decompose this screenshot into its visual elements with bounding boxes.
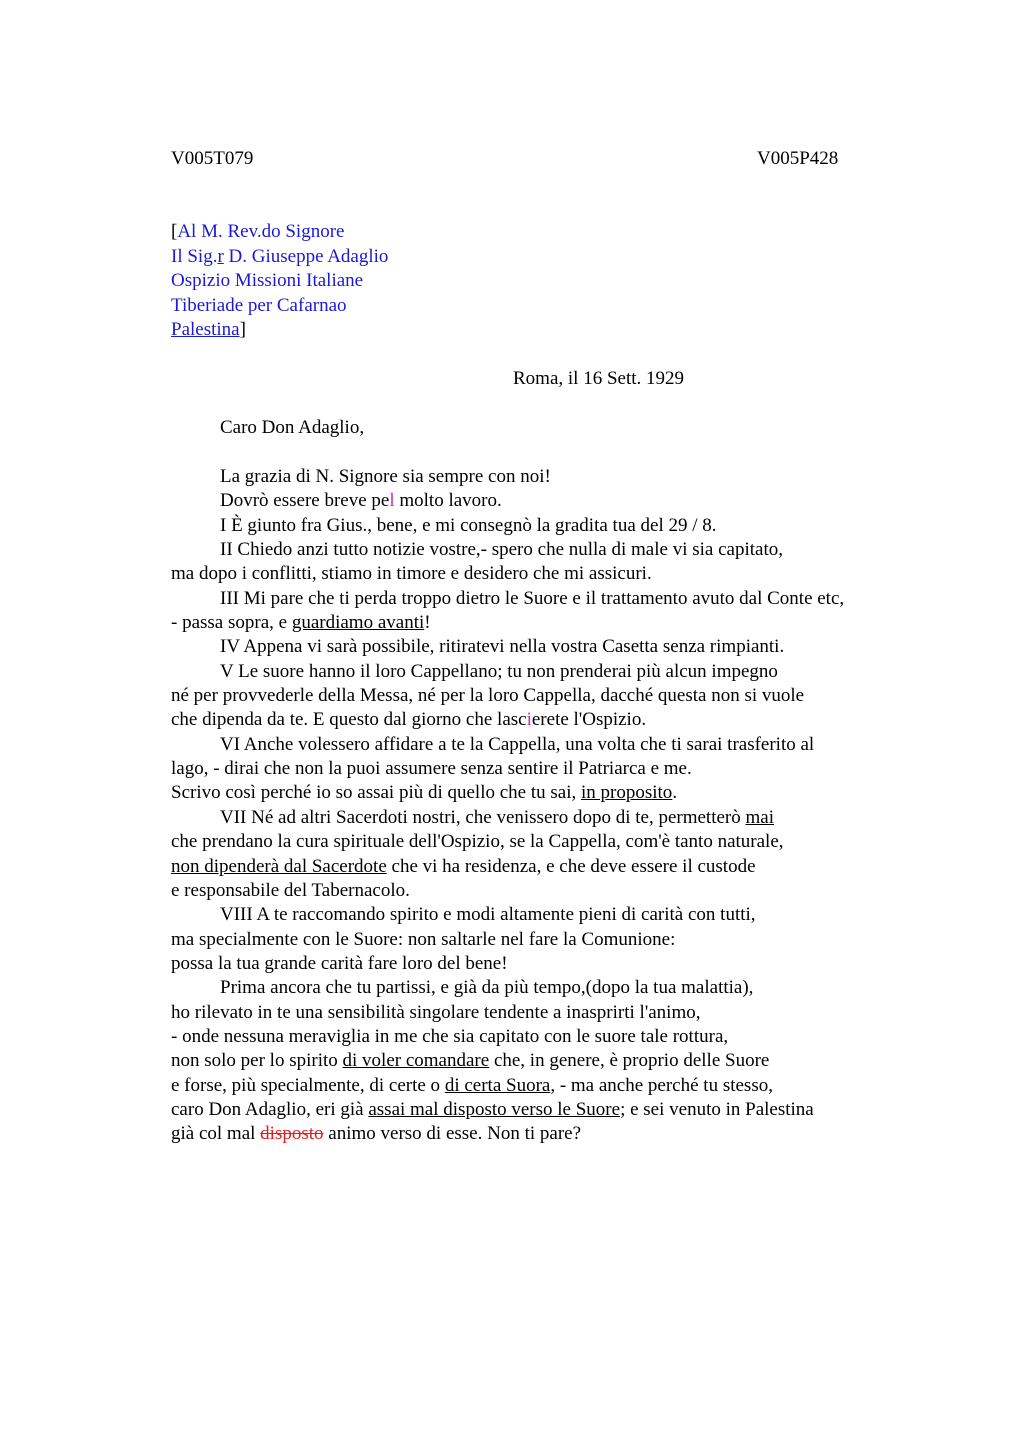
address-line-1 (171, 220, 388, 245)
document-id-right: V005P428 (757, 148, 839, 169)
bracket-open: [ (171, 221, 178, 242)
underlined-text: non dipenderà dal Sacerdote (171, 855, 387, 877)
underlined-text: guardiamo avanti (291, 612, 425, 634)
address-line-3: Ospizio Missioni Italiane (171, 270, 364, 291)
body-line: - onde nessuna meraviglia in me che sia capitato con le suore tale rottura, (171, 1025, 729, 1047)
body-line: Prima ancora che tu partissi, e già da più tempo,(dopo la tua malattia), (220, 977, 754, 999)
body-line: che dipenda da te. E questo dal giorno che lascierete l'Ospizio. (171, 709, 647, 731)
address-line-2: Il Sig.r D. Giuseppe Adaglio (171, 245, 389, 267)
underlined-text: in proposito (581, 782, 673, 804)
body-line: Dovrò essere breve pel molto lavoro. (220, 490, 502, 512)
body-line: già col mal disposto animo verso di esse. Non ti pare? (171, 1123, 582, 1145)
body-line: che prendano la cura spirituale dell'Ospizio, se la Cappella, com'è tanto naturale, (171, 831, 784, 853)
correction-letter: i (526, 709, 532, 731)
correction-letter: l (389, 490, 395, 512)
address-recipient-title: Al M. Rev.do Signore (177, 221, 345, 242)
body-line-point-4: IV Appena vi sarà possibile, ritiratevi nella vostra Casetta senza rimpianti. (220, 636, 785, 658)
body-line: non dipenderà dal Sacerdote che vi ha residenza, e che deve essere il custode (171, 855, 756, 877)
body-line: caro Don Adaglio, eri già assai mal disposto verso le Suore; e sei venuto in Palestina (171, 1098, 814, 1120)
address-block (171, 220, 388, 343)
body-line-point-6: VI Anche volessero affidare a te la Cappella, una volta che ti sarai trasferito al (220, 733, 815, 755)
underlined-text: di voler comandare (342, 1050, 490, 1072)
letter-date: Roma, il 16 Sett. 1929 (513, 368, 684, 389)
body-line: ma specialmente con le Suore: non saltarle nel fare la Comunione: (171, 928, 676, 950)
body-line-point-2: II Chiedo anzi tutto notizie vostre,- spero che nulla di male vi sia capitato, (220, 539, 783, 561)
body-line: lago, - dirai che non la puoi assumere senza sentire il Patriarca e me. (171, 758, 692, 780)
body-line: ho rilevato in te una sensibilità singolare tendente a inasprirti l'animo, (171, 1001, 701, 1023)
body-line: e responsabile del Tabernacolo. (171, 879, 410, 901)
address-line-4: Tiberiade per Cafarnao (171, 294, 347, 316)
body-line: né per provvederle della Messa, né per la loro Cappella, dacché questa non si vuole (171, 685, 805, 707)
address-line-5 (171, 318, 388, 343)
underlined-text: mai (745, 806, 774, 828)
body-line: - passa sopra, e guardiamo avanti! (171, 612, 431, 634)
body-line: non solo per lo spirito di voler comandare che, in genere, è proprio delle Suore (171, 1050, 770, 1072)
address-country: Palestina (171, 319, 240, 340)
body-line-point-5: V Le suore hanno il loro Cappellano; tu non prenderai più alcun impegno (220, 660, 778, 682)
body-line: ma dopo i conflitti, stiamo in timore e desidero che mi assicuri. (171, 563, 652, 585)
bracket-close: ] (239, 319, 246, 340)
document-id-left: V005T079 (171, 148, 254, 169)
superscript-r: r (217, 245, 224, 267)
body-line-point-8: VIII A te raccomando spirito e modi altamente pieni di carità con tutti, (220, 904, 756, 926)
body-line: La grazia di N. Signore sia sempre con noi! (220, 466, 551, 487)
body-line: e forse, più specialmente, di certe o di certa Suora, - ma anche perché tu stesso, (171, 1074, 773, 1096)
body-line-point-3: III Mi pare che ti perda troppo dietro le Suore e il trattamento avuto dal Conte etc, (220, 587, 845, 609)
body-line: possa la tua grande carità fare loro del bene! (171, 952, 508, 974)
letter-body (171, 465, 931, 1147)
underlined-text: di certa Suora (444, 1074, 551, 1096)
struck-through-text: disposto (260, 1123, 324, 1145)
body-line: Scrivo così perché io so assai più di quello che tu sai, in proposito. (171, 782, 678, 804)
body-line-point-1: I È giunto fra Gius., bene, e mi consegnò la gradita tua del 29 / 8. (220, 514, 717, 536)
body-line-point-7: VII Né ad altri Sacerdoti nostri, che venissero dopo di te, permetterò mai (220, 806, 774, 828)
underlined-text: assai mal disposto verso le Suore (368, 1098, 621, 1120)
salutation: Caro Don Adaglio, (220, 417, 365, 438)
